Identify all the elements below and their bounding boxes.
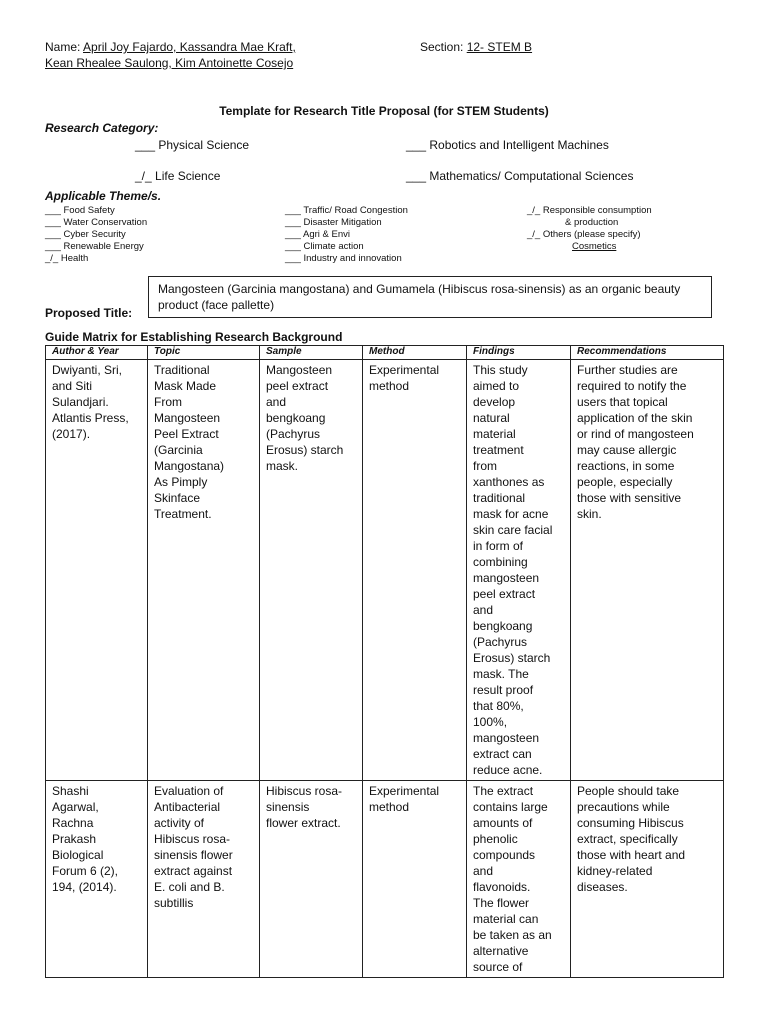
- category-robotics: [406, 138, 609, 152]
- cell-findings: This study aimed to develop natural material treatment from xanthones as traditional mask for acne skin care facial in form of combining mangosteen peel extract and bengkoang (Pachyrus Erosus) starch mask. The result proof that 80%, 100%, mangosteen extract can reduce acne.: [467, 360, 571, 781]
- theme-label: Agri & Envi: [302, 229, 350, 240]
- theme-mark: ___: [285, 205, 301, 216]
- matrix-title: Guide Matrix for Establishing Research Background: [45, 330, 343, 344]
- theme-responsible-consumption: [527, 205, 652, 216]
- names-line-2: Kean Rhealee Saulong, Kim Antoinette Cosejo: [45, 56, 294, 70]
- theme-mark: _/_: [527, 229, 541, 240]
- theme-label: Others (please specify): [542, 229, 641, 240]
- theme-mark: _/_: [45, 253, 59, 264]
- theme-label: Climate action: [303, 241, 364, 252]
- proposed-title-label: Proposed Title:: [45, 306, 133, 320]
- theme-others: [527, 229, 641, 240]
- theme-others-specified: Cosmetics: [572, 241, 617, 252]
- theme-mark: ___: [285, 217, 301, 228]
- research-category-label: Research Category:: [45, 121, 159, 135]
- category-physical-science: [135, 138, 249, 152]
- theme-health: [45, 253, 88, 264]
- theme-mark: ___: [45, 241, 61, 252]
- column-header-sample: Sample: [260, 346, 363, 360]
- theme-renewable-energy: [45, 241, 144, 252]
- theme-label: Renewable Energy: [63, 241, 144, 252]
- category-label: Robotics and Intelligent Machines: [429, 138, 609, 152]
- theme-label: Traffic/ Road Congestion: [303, 205, 408, 216]
- category-label: Mathematics/ Computational Sciences: [429, 169, 634, 183]
- category-mark: ___: [406, 138, 427, 152]
- theme-traffic: [285, 205, 408, 216]
- cell-method: Experimental method: [363, 781, 467, 978]
- column-header-recommendations: Recommendations: [571, 346, 724, 360]
- theme-label: Industry and innovation: [303, 253, 402, 264]
- theme-label: Food Safety: [63, 205, 115, 216]
- theme-mark: ___: [285, 229, 301, 240]
- theme-label: Water Conservation: [63, 217, 148, 228]
- cell-author: Shashi Agarwal, Rachna Prakash Biological Forum 6 (2), 194, (2014).: [46, 781, 148, 978]
- theme-mark: ___: [285, 241, 301, 252]
- theme-mark: ___: [45, 205, 61, 216]
- theme-mark: ___: [45, 229, 61, 240]
- category-mark: ___: [406, 169, 427, 183]
- name-label: Name:: [45, 40, 81, 54]
- cell-findings: The extract contains large amounts of phenolic compounds and flavonoids. The flower material can be taken as an alternative source of: [467, 781, 571, 978]
- name-line-1: [45, 40, 296, 54]
- themes-label: Applicable Theme/s.: [45, 189, 162, 203]
- form-title: Template for Research Title Proposal (for STEM Students): [219, 104, 549, 118]
- cell-method: Experimental method: [363, 360, 467, 781]
- category-mark: _/_: [135, 169, 152, 183]
- theme-agri-envi: [285, 229, 350, 240]
- theme-mark: ___: [285, 253, 301, 264]
- names-line-1: April Joy Fajardo, Kassandra Mae Kraft,: [83, 40, 296, 54]
- table-row: [46, 781, 724, 978]
- theme-label: Disaster Mitigation: [303, 217, 382, 228]
- cell-recommendations: Further studies are required to notify the users that topical application of the skin or rind of mangosteen may cause allergic reactions, in some people, especially those with sensitive skin.: [571, 360, 724, 781]
- category-label: Life Science: [155, 169, 221, 183]
- cell-topic: Traditional Mask Made From Mangosteen Peel Extract (Garcinia Mangostana) As Pimply Skinface Treatment.: [148, 360, 260, 781]
- table-row: [46, 360, 724, 781]
- category-mark: ___: [135, 138, 156, 152]
- column-header-findings: Findings: [467, 346, 571, 360]
- theme-production: & production: [565, 217, 619, 228]
- category-life-science: [135, 169, 220, 183]
- theme-climate-action: [285, 241, 364, 252]
- theme-mark: _/_: [527, 205, 541, 216]
- column-header-topic: Topic: [148, 346, 260, 360]
- category-mathematics: [406, 169, 633, 183]
- theme-mark: ___: [45, 217, 61, 228]
- section-line: [420, 40, 532, 54]
- column-header-author: Author & Year: [46, 346, 148, 360]
- theme-cyber-security: [45, 229, 126, 240]
- theme-food-safety: [45, 205, 115, 216]
- cell-topic: Evaluation of Antibacterial activity of Hibiscus rosa- sinensis flower extract against E. coli and B. subtillis: [148, 781, 260, 978]
- theme-water-conservation: [45, 217, 147, 228]
- theme-label: Health: [60, 253, 89, 264]
- research-matrix-table: [45, 345, 724, 978]
- section-label: Section:: [420, 40, 464, 54]
- theme-disaster-mitigation: [285, 217, 382, 228]
- proposed-title-box: Mangosteen (Garcinia mangostana) and Gumamela (Hibiscus rosa-sinensis) as an organic beauty product (face pallette): [148, 276, 712, 318]
- cell-sample: Mangosteen peel extract and bengkoang (Pachyrus Erosus) starch mask.: [260, 360, 363, 781]
- theme-label: Cyber Security: [63, 229, 126, 240]
- cell-recommendations: People should take precautions while consuming Hibiscus extract, specifically those with heart and kidney-related diseases.: [571, 781, 724, 978]
- theme-industry-innovation: [285, 253, 402, 264]
- cell-sample: Hibiscus rosa- sinensis flower extract.: [260, 781, 363, 978]
- matrix-header-row: [46, 346, 724, 360]
- section-value: 12- STEM B: [466, 40, 533, 54]
- cell-author: Dwiyanti, Sri, and Siti Sulandjari. Atlantis Press, (2017).: [46, 360, 148, 781]
- theme-label: Responsible consumption: [542, 205, 652, 216]
- category-label: Physical Science: [158, 138, 250, 152]
- column-header-method: Method: [363, 346, 467, 360]
